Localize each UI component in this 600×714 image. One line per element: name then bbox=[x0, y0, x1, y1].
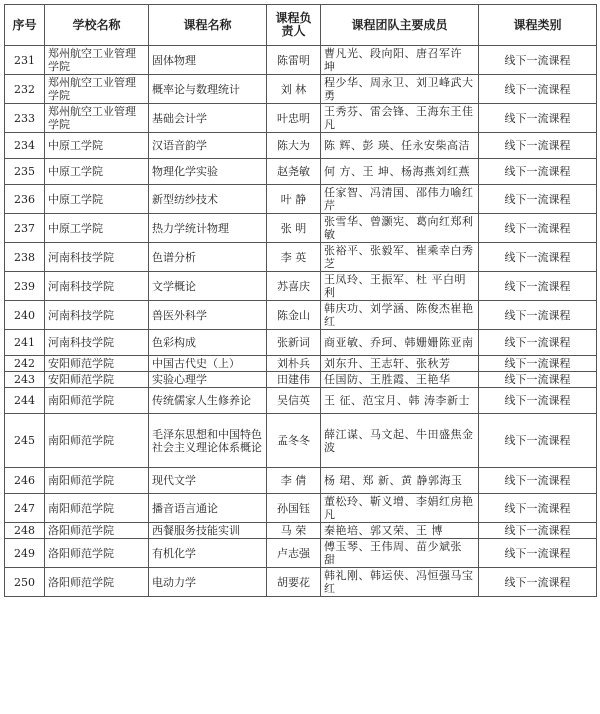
cell-school: 中原工学院 bbox=[45, 185, 149, 214]
cell-course: 物理化学实验 bbox=[149, 159, 267, 185]
cell-lead: 张新词 bbox=[267, 330, 321, 356]
cell-lead: 赵尧敏 bbox=[267, 159, 321, 185]
cell-school: 郑州航空工业管理学院 bbox=[45, 104, 149, 133]
table-row bbox=[5, 301, 597, 330]
cell-members: 何 方、王 坤、杨海燕刘红燕 bbox=[321, 159, 479, 185]
table-row bbox=[5, 104, 597, 133]
cell-seq: 236 bbox=[5, 185, 45, 214]
cell-members: 任国防、王胜霞、王艳华 bbox=[321, 372, 479, 388]
cell-category: 线下一流课程 bbox=[479, 523, 597, 539]
cell-course: 汉语音韵学 bbox=[149, 133, 267, 159]
cell-course: 文学概论 bbox=[149, 272, 267, 301]
header-category: 课程类别 bbox=[479, 5, 597, 46]
table-row bbox=[5, 46, 597, 75]
cell-seq: 240 bbox=[5, 301, 45, 330]
cell-members: 王秀芬、雷会锋、王海东王佳凡 bbox=[321, 104, 479, 133]
cell-category: 线下一流课程 bbox=[479, 388, 597, 414]
cell-seq: 241 bbox=[5, 330, 45, 356]
cell-lead: 孙国钰 bbox=[267, 494, 321, 523]
cell-category: 线下一流课程 bbox=[479, 356, 597, 372]
header-row bbox=[5, 5, 597, 46]
cell-school: 中原工学院 bbox=[45, 214, 149, 243]
table-row bbox=[5, 494, 597, 523]
cell-lead: 胡要花 bbox=[267, 568, 321, 597]
cell-lead: 叶忠明 bbox=[267, 104, 321, 133]
cell-school: 中原工学院 bbox=[45, 159, 149, 185]
cell-seq: 248 bbox=[5, 523, 45, 539]
cell-category: 线下一流课程 bbox=[479, 159, 597, 185]
cell-lead: 陈雷明 bbox=[267, 46, 321, 75]
cell-category: 线下一流课程 bbox=[479, 46, 597, 75]
cell-school: 南阳师范学院 bbox=[45, 468, 149, 494]
cell-lead: 孟冬冬 bbox=[267, 414, 321, 468]
cell-seq: 244 bbox=[5, 388, 45, 414]
cell-course: 色谱分析 bbox=[149, 243, 267, 272]
cell-members: 董松玲、靳义增、李娟红房艳凡 bbox=[321, 494, 479, 523]
cell-lead: 田建伟 bbox=[267, 372, 321, 388]
table-row bbox=[5, 330, 597, 356]
cell-lead: 刘 林 bbox=[267, 75, 321, 104]
table-row bbox=[5, 133, 597, 159]
cell-school: 洛阳师范学院 bbox=[45, 568, 149, 597]
cell-school: 南阳师范学院 bbox=[45, 414, 149, 468]
cell-members: 曹凡光、段向阳、唐召军许 坤 bbox=[321, 46, 479, 75]
cell-members: 杨 珺、郑 新、黄 静郭海玉 bbox=[321, 468, 479, 494]
cell-lead: 卢志强 bbox=[267, 539, 321, 568]
table-row bbox=[5, 185, 597, 214]
cell-school: 河南科技学院 bbox=[45, 272, 149, 301]
cell-course: 播音语言通论 bbox=[149, 494, 267, 523]
cell-members: 韩庆功、刘学涵、陈俊杰崔艳红 bbox=[321, 301, 479, 330]
cell-course: 色彩构成 bbox=[149, 330, 267, 356]
header-members: 课程团队主要成员 bbox=[321, 5, 479, 46]
cell-lead: 李 英 bbox=[267, 243, 321, 272]
cell-members: 王 征、范宝月、韩 涛李新士 bbox=[321, 388, 479, 414]
cell-course: 有机化学 bbox=[149, 539, 267, 568]
cell-members: 商亚敏、乔珂、韩姗姗陈亚南 bbox=[321, 330, 479, 356]
header-course: 课程名称 bbox=[149, 5, 267, 46]
table-row bbox=[5, 356, 597, 372]
table-row bbox=[5, 214, 597, 243]
cell-school: 安阳师范学院 bbox=[45, 372, 149, 388]
cell-members: 刘东升、王志轩、张秋芳 bbox=[321, 356, 479, 372]
cell-category: 线下一流课程 bbox=[479, 330, 597, 356]
cell-lead: 刘朴兵 bbox=[267, 356, 321, 372]
header-seq: 序号 bbox=[5, 5, 45, 46]
cell-category: 线下一流课程 bbox=[479, 494, 597, 523]
course-table bbox=[4, 4, 597, 597]
table-row bbox=[5, 568, 597, 597]
cell-school: 郑州航空工业管理学院 bbox=[45, 75, 149, 104]
cell-school: 河南科技学院 bbox=[45, 243, 149, 272]
cell-course: 毛泽东思想和中国特色社会主义理论体系概论 bbox=[149, 414, 267, 468]
cell-seq: 238 bbox=[5, 243, 45, 272]
cell-seq: 232 bbox=[5, 75, 45, 104]
cell-members: 张裕平、张毅军、崔乘幸白秀芝 bbox=[321, 243, 479, 272]
cell-seq: 247 bbox=[5, 494, 45, 523]
cell-lead: 陈金山 bbox=[267, 301, 321, 330]
cell-course: 热力学统计物理 bbox=[149, 214, 267, 243]
table-row bbox=[5, 243, 597, 272]
header-school: 学校名称 bbox=[45, 5, 149, 46]
cell-school: 安阳师范学院 bbox=[45, 356, 149, 372]
cell-seq: 235 bbox=[5, 159, 45, 185]
cell-course: 概率论与数理统计 bbox=[149, 75, 267, 104]
cell-category: 线下一流课程 bbox=[479, 414, 597, 468]
cell-school: 中原工学院 bbox=[45, 133, 149, 159]
cell-course: 实验心理学 bbox=[149, 372, 267, 388]
cell-course: 中国古代史（上） bbox=[149, 356, 267, 372]
cell-seq: 239 bbox=[5, 272, 45, 301]
cell-seq: 243 bbox=[5, 372, 45, 388]
cell-seq: 246 bbox=[5, 468, 45, 494]
cell-category: 线下一流课程 bbox=[479, 243, 597, 272]
cell-category: 线下一流课程 bbox=[479, 104, 597, 133]
table-row bbox=[5, 372, 597, 388]
cell-lead: 叶 静 bbox=[267, 185, 321, 214]
cell-seq: 237 bbox=[5, 214, 45, 243]
cell-course: 现代文学 bbox=[149, 468, 267, 494]
cell-category: 线下一流课程 bbox=[479, 214, 597, 243]
cell-members: 张雪华、曾灏宪、葛向红郑利敏 bbox=[321, 214, 479, 243]
cell-category: 线下一流课程 bbox=[479, 272, 597, 301]
cell-course: 传统儒家人生修养论 bbox=[149, 388, 267, 414]
cell-members: 秦艳培、郭又荣、王 博 bbox=[321, 523, 479, 539]
cell-lead: 李 倩 bbox=[267, 468, 321, 494]
cell-category: 线下一流课程 bbox=[479, 133, 597, 159]
cell-category: 线下一流课程 bbox=[479, 539, 597, 568]
cell-school: 河南科技学院 bbox=[45, 330, 149, 356]
table-row bbox=[5, 272, 597, 301]
cell-members: 韩礼刚、韩运侠、冯恒强马宝红 bbox=[321, 568, 479, 597]
cell-category: 线下一流课程 bbox=[479, 75, 597, 104]
table-row bbox=[5, 523, 597, 539]
cell-members: 程少华、周永卫、刘卫峰武大勇 bbox=[321, 75, 479, 104]
cell-members: 傅玉琴、王伟周、苗少斌张 甜 bbox=[321, 539, 479, 568]
cell-category: 线下一流课程 bbox=[479, 185, 597, 214]
cell-lead: 马 荣 bbox=[267, 523, 321, 539]
cell-category: 线下一流课程 bbox=[479, 372, 597, 388]
table-row bbox=[5, 159, 597, 185]
cell-seq: 234 bbox=[5, 133, 45, 159]
table-row bbox=[5, 539, 597, 568]
cell-seq: 231 bbox=[5, 46, 45, 75]
cell-category: 线下一流课程 bbox=[479, 468, 597, 494]
cell-lead: 吴信英 bbox=[267, 388, 321, 414]
cell-course: 兽医外科学 bbox=[149, 301, 267, 330]
cell-category: 线下一流课程 bbox=[479, 301, 597, 330]
cell-course: 固体物理 bbox=[149, 46, 267, 75]
cell-lead: 苏喜庆 bbox=[267, 272, 321, 301]
cell-seq: 242 bbox=[5, 356, 45, 372]
cell-members: 薛江谋、马文起、牛田盛焦金波 bbox=[321, 414, 479, 468]
cell-school: 洛阳师范学院 bbox=[45, 523, 149, 539]
cell-lead: 张 明 bbox=[267, 214, 321, 243]
cell-school: 郑州航空工业管理学院 bbox=[45, 46, 149, 75]
cell-school: 南阳师范学院 bbox=[45, 494, 149, 523]
cell-school: 河南科技学院 bbox=[45, 301, 149, 330]
cell-members: 王凤玲、王振军、杜 平白明利 bbox=[321, 272, 479, 301]
cell-seq: 250 bbox=[5, 568, 45, 597]
table-row bbox=[5, 388, 597, 414]
table-row bbox=[5, 75, 597, 104]
cell-members: 任家智、冯清国、邵伟力喻红芹 bbox=[321, 185, 479, 214]
cell-members: 陈 辉、彭 瑛、任永安柴高洁 bbox=[321, 133, 479, 159]
cell-school: 南阳师范学院 bbox=[45, 388, 149, 414]
cell-course: 西餐服务技能实训 bbox=[149, 523, 267, 539]
cell-lead: 陈大为 bbox=[267, 133, 321, 159]
cell-course: 基础会计学 bbox=[149, 104, 267, 133]
cell-school: 洛阳师范学院 bbox=[45, 539, 149, 568]
cell-category: 线下一流课程 bbox=[479, 568, 597, 597]
table-row bbox=[5, 414, 597, 468]
cell-course: 电动力学 bbox=[149, 568, 267, 597]
cell-seq: 249 bbox=[5, 539, 45, 568]
header-lead: 课程负责人 bbox=[267, 5, 321, 46]
table-row bbox=[5, 468, 597, 494]
cell-seq: 233 bbox=[5, 104, 45, 133]
cell-course: 新型纺纱技术 bbox=[149, 185, 267, 214]
cell-seq: 245 bbox=[5, 414, 45, 468]
